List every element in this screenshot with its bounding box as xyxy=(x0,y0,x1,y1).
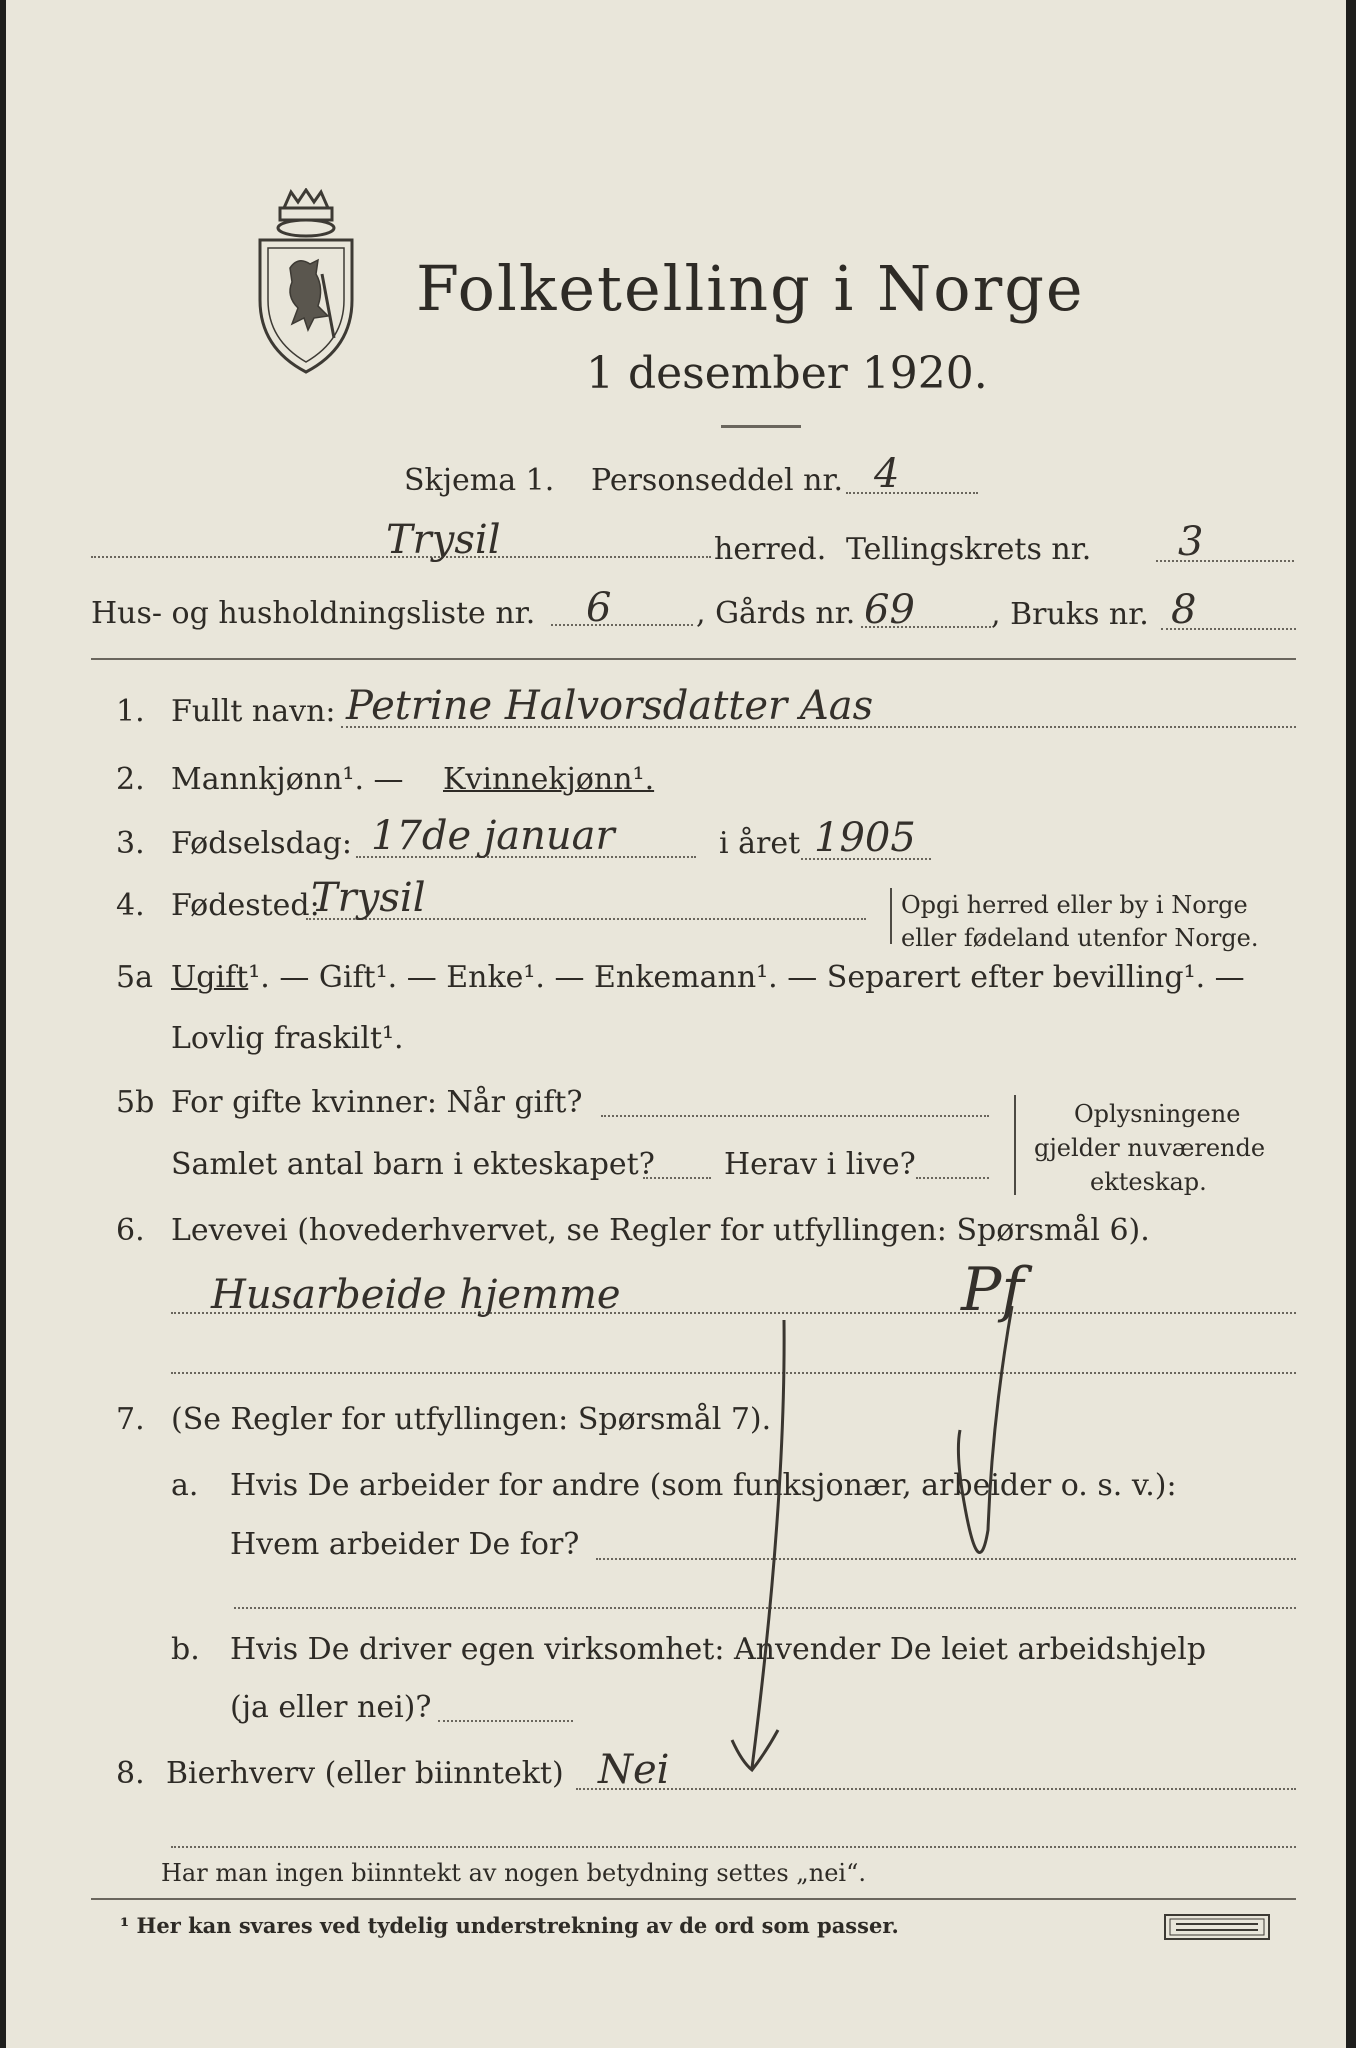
q4-number: 4. xyxy=(116,888,145,923)
q6-value: Husarbeide hjemme xyxy=(211,1272,621,1318)
q5b-line xyxy=(601,1115,989,1117)
header-rule xyxy=(91,658,1296,660)
q4-note-brace xyxy=(890,888,892,944)
q5b-barn-line xyxy=(643,1177,711,1179)
form-title: Folketelling i Norge xyxy=(416,252,1085,325)
q7b-letter: b. xyxy=(171,1632,200,1667)
q5b-note-2: gjelder nuværende xyxy=(1034,1134,1266,1162)
q7a-line1: Hvis De arbeider for andre (som funksjonær, arbeider o. s. v.): xyxy=(230,1468,1177,1503)
form-date: 1 desember 1920. xyxy=(586,348,988,399)
title-divider xyxy=(721,425,801,428)
q4-label: Fødested: xyxy=(171,888,320,923)
q7-label: (Se Regler for utfyllingen: Spørsmål 7). xyxy=(171,1402,772,1437)
q1-label: Fullt navn: xyxy=(171,694,336,729)
q5a-number: 5a xyxy=(116,960,153,995)
q3-value: 17de januar xyxy=(371,813,615,859)
q5a-line2: Lovlig fraskilt¹. xyxy=(171,1021,404,1056)
personseddel-line xyxy=(846,492,978,494)
q8-line-2 xyxy=(171,1846,1296,1848)
biinntekt-note: Har man ingen biinntekt av nogen betydning settes „nei“. xyxy=(161,1859,866,1887)
q5a-ugift: Ugift xyxy=(171,960,249,995)
bruks-value: 8 xyxy=(1171,587,1197,633)
printer-stamp-icon xyxy=(1164,1914,1270,1940)
q3-year-value: 1905 xyxy=(814,815,916,861)
q5a-options xyxy=(171,960,1245,995)
personseddel-value: 4 xyxy=(874,451,900,497)
tellingskrets-label: Tellingskrets nr. xyxy=(846,532,1092,567)
norwegian-coat-of-arms-icon xyxy=(246,188,366,378)
tellingskrets-value: 3 xyxy=(1178,519,1204,565)
herred-label: herred. xyxy=(714,532,827,567)
footer-rule xyxy=(91,1898,1296,1900)
q7-number: 7. xyxy=(116,1402,145,1437)
q3-number: 3. xyxy=(116,826,145,861)
herred-value: Trysil xyxy=(386,517,501,563)
tellingskrets-line xyxy=(1156,560,1294,562)
q4-value: Trysil xyxy=(311,875,426,921)
q5b-note-brace xyxy=(1014,1095,1016,1195)
q7b-line2: (ja eller nei)? xyxy=(230,1690,432,1725)
census-form-page xyxy=(6,0,1346,2048)
gards-label: , Gårds nr. xyxy=(696,596,856,631)
q4-note-2: eller fødeland utenfor Norge. xyxy=(901,924,1259,952)
q5b-live-label: Herav i live? xyxy=(724,1147,916,1182)
personseddel-label: Personseddel nr. xyxy=(591,463,844,498)
q5b-number: 5b xyxy=(116,1085,155,1120)
q1-number: 1. xyxy=(116,694,145,729)
q6-label: Levevei (hovederhvervet, se Regler for utfyllingen: Spørsmål 6). xyxy=(171,1213,1150,1248)
footnote: ¹ Her kan svares ved tydelig understrekning av de ord som passer. xyxy=(120,1913,899,1938)
verification-strokes xyxy=(706,1300,1036,1790)
q5b-live-line xyxy=(916,1177,989,1179)
q2-male: Mannkjønn¹. — xyxy=(171,762,404,797)
gards-value: 69 xyxy=(864,587,915,633)
schema-label: Skjema 1. xyxy=(404,463,555,498)
q5a-other-options: ¹. — Gift¹. — Enke¹. — Enkemann¹. — Separert efter bevilling¹. — xyxy=(248,960,1245,995)
q5b-note-1: Oplysningene xyxy=(1074,1100,1241,1128)
q4-note-1: Opgi herred eller by i Norge xyxy=(901,891,1248,919)
q7b-line1: Hvis De driver egen virksomhet: Anvender De leiet arbeidshjelp xyxy=(230,1632,1207,1667)
q3-year-label: i året xyxy=(719,826,801,861)
q3-label: Fødselsdag: xyxy=(171,826,352,861)
q5b-barn-label: Samlet antal barn i ekteskapet? xyxy=(171,1147,655,1182)
husliste-label: Hus- og husholdningsliste nr. xyxy=(91,596,536,631)
bruks-label: , Bruks nr. xyxy=(991,597,1149,632)
husliste-value: 6 xyxy=(586,585,612,631)
q2-number: 2. xyxy=(116,762,145,797)
q8-value: Nei xyxy=(598,1747,670,1793)
q2-female: Kvinnekjønn¹. xyxy=(443,762,655,797)
q6-number: 6. xyxy=(116,1213,145,1248)
q6-initials: Pf xyxy=(961,1255,1024,1325)
q7a-line2: Hvem arbeider De for? xyxy=(230,1527,580,1562)
q1-value: Petrine Halvorsdatter Aas xyxy=(346,683,874,729)
q5b-note-3: ekteskap. xyxy=(1090,1168,1207,1196)
q7b-line xyxy=(438,1720,573,1722)
husliste-line xyxy=(551,624,693,626)
q8-number: 8. xyxy=(116,1756,145,1791)
q8-label: Bierhverv (eller biinntekt) xyxy=(166,1756,564,1791)
q5b-label: For gifte kvinner: Når gift? xyxy=(171,1085,583,1120)
q7a-letter: a. xyxy=(171,1468,199,1503)
